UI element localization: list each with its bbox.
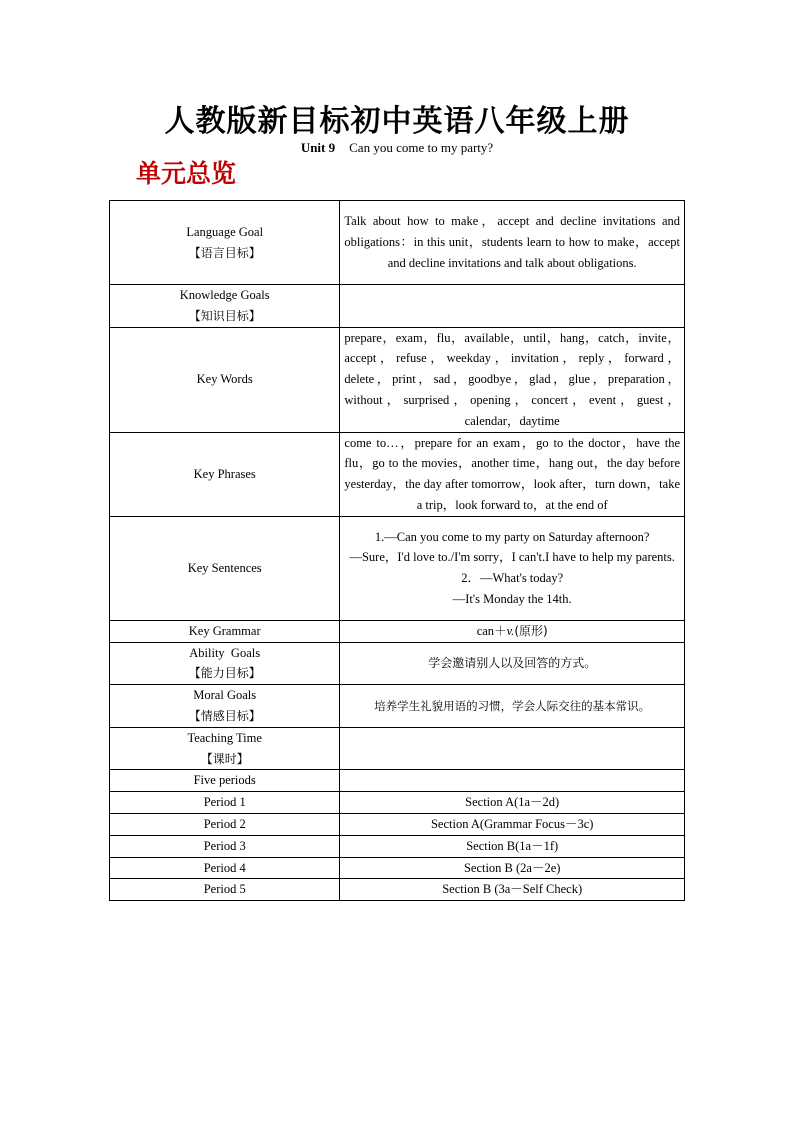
table-row [110,727,685,770]
table-row [110,516,685,620]
table-row [110,857,685,879]
row-label-cell: Key Words [110,327,340,432]
unit-overview-table [109,200,685,901]
row-label-cell [110,642,340,685]
row-label-cell: Five periods [110,770,340,792]
row-content-cell [340,770,685,792]
row-label-cn: 【语言目标】 [188,245,261,260]
row-label-cell [110,685,340,728]
row-label-cell [110,285,340,328]
row-content-cell [340,727,685,770]
table-row [110,201,685,285]
row-label-cell [110,727,340,770]
row-label-cell: Period 5 [110,879,340,901]
row-content-cell [340,516,685,620]
table-row [110,813,685,835]
unit-title: Can you come to my party? [349,140,494,155]
row-content-cell: Section B (3a－Self Check) [340,879,685,901]
row-label-cn: 【知识目标】 [188,308,261,323]
grammar-italic: v. [506,623,515,638]
unit-number: Unit 9 [300,140,336,155]
row-content-cell: Section B (2a－2e) [340,857,685,879]
row-label-cell: Period 4 [110,857,340,879]
table-row [110,792,685,814]
grammar-prefix: can＋ [476,623,507,638]
row-label-cn: 【能力目标】 [188,666,261,681]
row-label-en: Moral Goals [193,688,257,703]
table-row [110,642,685,685]
row-label-en: Language Goal [186,224,264,239]
row-label-cell: Key Grammar [110,620,340,642]
table-row [110,327,685,432]
row-label-cell: Key Phrases [110,432,340,516]
row-content-cell: come to…，prepare for an exam，go to the doctor，have the flu，go to the movies，another time，hang out，the day before yesterday，the day after tomorrow，look after，turn down，take a trip，look forward to，at the end of [340,432,685,516]
row-content-cell: prepare，exam，flu，available，until，hang，catch，invite，accept，refuse，weekday，invitation，reply，forward，delete，print，sad，goodbye，glad，glue，preparation，without，surprised，opening，concert，event，guest，calendar，daytime [340,327,685,432]
row-label-cell: Period 3 [110,835,340,857]
document-title: 人教版新目标初中英语八年级上册 [164,104,630,139]
row-label-cell [110,201,340,285]
table-row [110,432,685,516]
row-content-cell: 学会邀请别人以及回答的方式。 [340,642,685,685]
row-label-en: Ability Goals [189,645,261,660]
row-label-en: Teaching Time [187,730,262,745]
section-heading: 单元总览 [136,159,237,188]
table-row [110,620,685,642]
row-label-cn: 【情感目标】 [188,708,261,723]
sentence-line: 2．—What's today? [461,571,564,586]
table-row [110,879,685,901]
row-label-cell: Period 2 [110,813,340,835]
row-content-cell [340,620,685,642]
sentence-line: 1.—Can you come to my party on Saturday afternoon? [374,529,650,544]
table-row [110,835,685,857]
row-content-cell: Section A(1a－2d) [340,792,685,814]
row-content-cell: Section A(Grammar Focus－3c) [340,813,685,835]
row-content-cell [340,285,685,328]
row-content-cell: Talk about how to make，accept and decline invitations and obligations：in this unit，students learn to how to make，accept and decline invitations and talk about obligations. [340,201,685,285]
row-label-cell: Period 1 [110,792,340,814]
sentence-line: —It's Monday the 14th. [452,592,572,607]
table-row [110,685,685,728]
sentence-line: —Sure，I'd love to./I'm sorry，I can't.I have to help my parents. [349,550,675,565]
table-row [110,285,685,328]
row-label-cn: 【课时】 [200,751,249,766]
row-content-cell: 培养学生礼貌用语的习惯，学会人际交往的基本常识。 [340,685,685,728]
row-label-cell: Key Sentences [110,516,340,620]
unit-subtitle [0,140,794,156]
grammar-suffix: (原形) [514,623,548,638]
row-content-cell: Section B(1a－1f) [340,835,685,857]
table-row [110,770,685,792]
row-label-en: Knowledge Goals [179,288,270,302]
